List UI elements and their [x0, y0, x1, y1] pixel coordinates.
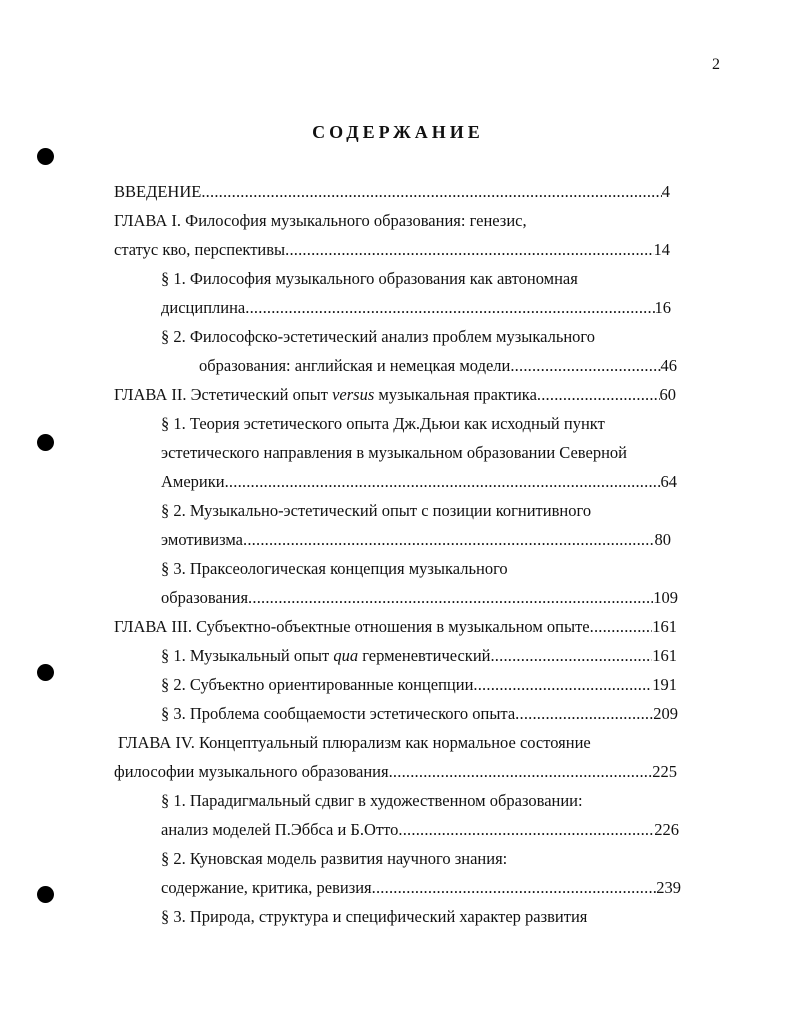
toc-section-2-1-line1: § 1. Теория эстетического опыта Дж.Дьюи как исходный пункт	[161, 414, 605, 433]
toc-section-3-3	[161, 703, 678, 725]
toc-page: 60	[659, 385, 676, 404]
toc-chapter-4	[114, 761, 677, 783]
toc-section-4-3-line1: § 3. Природа, структура и специфический характер развития	[161, 907, 588, 926]
toc-entry-text: образования: английская и немецкая модели	[199, 356, 511, 375]
toc-section-2-3-line1: § 3. Праксеологическая концепция музыкального	[161, 559, 508, 578]
toc-entry-text: дисциплина	[161, 298, 246, 317]
punch-hole-2	[37, 434, 54, 451]
toc-page: 226	[654, 820, 679, 839]
toc-page: 209	[653, 704, 678, 723]
leader-dots	[537, 384, 660, 406]
toc-section-2-2	[161, 529, 671, 551]
toc-chapter-2	[114, 384, 676, 406]
toc-entry-text: анализ моделей П.Эббса и Б.Отто	[161, 820, 399, 839]
leader-dots	[398, 819, 654, 841]
toc-page: 4	[661, 182, 670, 201]
leader-dots	[201, 181, 661, 203]
toc-section-4-2-line1: § 2. Куновская модель развития научного знания:	[161, 849, 508, 868]
toc-section-2-3	[161, 587, 678, 609]
leader-dots	[473, 674, 652, 696]
toc-chapter-1	[114, 239, 670, 261]
page-title: СОДЕРЖАНИЕ	[312, 122, 484, 142]
toc-page: 109	[653, 588, 678, 607]
leader-dots	[510, 355, 660, 377]
toc-page: 80	[654, 530, 671, 549]
toc-entry-text: статус кво, перспективы	[114, 240, 286, 259]
toc-entry-text: Америки	[161, 472, 225, 491]
toc-chapter-3	[114, 616, 677, 638]
toc-chapter-2-prefix: ГЛАВА II. Эстетический опыт	[114, 385, 333, 404]
toc-entry-text: эмотивизма	[161, 530, 244, 549]
toc-chapter-1-line1: ГЛАВА I. Философия музыкального образования: генезис,	[114, 211, 527, 230]
leader-dots	[245, 297, 654, 319]
leader-dots	[248, 587, 653, 609]
toc-entry-text	[161, 645, 490, 667]
toc-section-3-1	[161, 645, 677, 667]
toc-chapter-4-line1: ГЛАВА IV. Концептуальный плюрализм как нормальное состояние	[118, 733, 591, 752]
toc-section-3-1-qua: qua	[333, 646, 359, 665]
toc-page: 16	[654, 298, 671, 317]
toc-entry-text: образования	[161, 588, 249, 607]
toc-section-3-2	[161, 674, 677, 696]
toc-entry-text: философии музыкального образования	[114, 762, 389, 781]
toc-section-2-1	[161, 471, 677, 493]
leader-dots	[372, 877, 657, 899]
toc-entry-intro	[114, 181, 670, 203]
toc-page: 161	[652, 617, 677, 636]
leader-dots	[590, 616, 653, 638]
page-number: 2	[712, 56, 720, 73]
toc-chapter-2-versus: versus	[332, 385, 375, 404]
toc-chapter-2-rest: музыкальная практика	[374, 385, 537, 404]
toc-page: 239	[656, 878, 681, 897]
toc-entry-text: § 3. Проблема сообщаемости эстетического опыта	[161, 704, 516, 723]
leader-dots	[243, 529, 654, 551]
toc-section-4-1	[161, 819, 679, 841]
leader-dots	[515, 703, 653, 725]
toc-entry-text: ГЛАВА III. Субъектно-объектные отношения в музыкальном опыте	[114, 617, 590, 636]
toc-entry-text	[114, 384, 537, 406]
toc-page: 161	[652, 646, 677, 665]
leader-dots	[490, 645, 652, 667]
leader-dots	[389, 761, 653, 783]
toc-section-1-1	[161, 297, 671, 319]
leader-dots	[225, 471, 661, 493]
toc-section-4-1-line1: § 1. Парадигмальный сдвиг в художественном образовании:	[161, 791, 583, 810]
toc-page: 64	[660, 472, 677, 491]
punch-hole-4	[37, 886, 54, 903]
toc-section-1-2	[199, 355, 677, 377]
toc-page: 191	[652, 675, 677, 694]
toc-section-1-2-line1: § 2. Философско-эстетический анализ проблем музыкального	[161, 327, 596, 346]
punch-hole-3	[37, 664, 54, 681]
toc-page: 225	[652, 762, 677, 781]
toc-section-2-1-line2: эстетического направления в музыкальном образовании Северной	[161, 443, 627, 462]
toc-entry-text: содержание, критика, ревизия	[161, 878, 372, 897]
toc-page: 46	[660, 356, 677, 375]
toc-section-2-2-line1: § 2. Музыкально-эстетический опыт с позиции когнитивного	[161, 501, 592, 520]
toc-entry-text: § 2. Субъектно ориентированные концепции	[161, 675, 474, 694]
leader-dots	[285, 239, 653, 261]
punch-hole-1	[37, 148, 54, 165]
toc-section-3-1-prefix: § 1. Музыкальный опыт	[161, 646, 334, 665]
toc-section-3-1-rest: герменевтический	[358, 646, 491, 665]
toc-section-4-2	[161, 877, 681, 899]
toc-page: 14	[653, 240, 670, 259]
toc-section-1-1-line1: § 1. Философия музыкального образования как автономная	[161, 269, 578, 288]
toc-entry-text: ВВЕДЕНИЕ	[114, 182, 202, 201]
